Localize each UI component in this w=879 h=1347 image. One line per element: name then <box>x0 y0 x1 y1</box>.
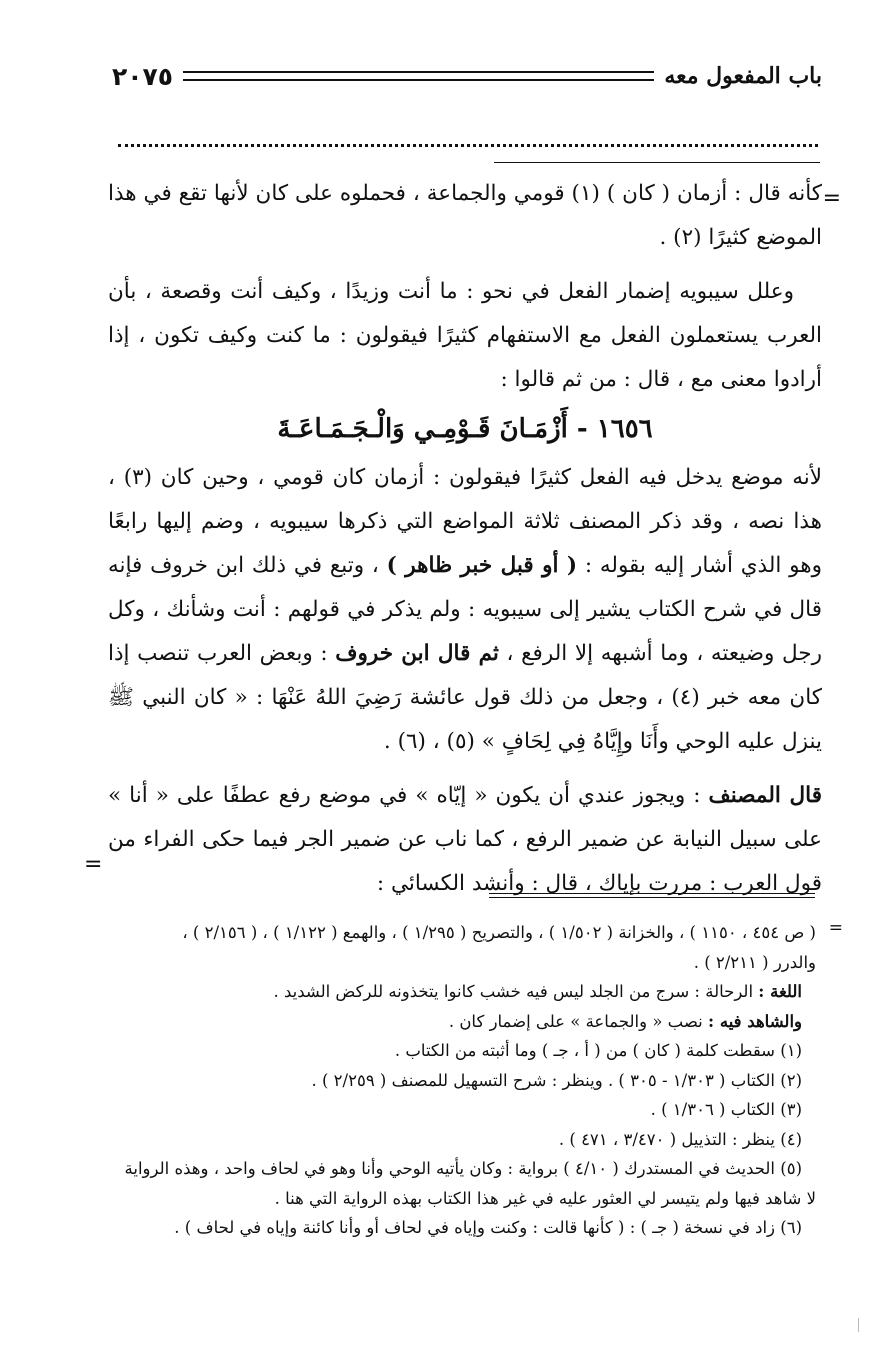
continuation-rule <box>494 162 820 163</box>
paragraph-3 <box>108 456 822 764</box>
footnote-continuation-1: ( ص ٤٥٤ ، ١١٥٠ ) ، والخزانة ( ١/٥٠٢ ) ، والتصريح ( ١/٢٩٥ ) ، والهمع ( ١/١٢٢ ) ، ( ٢/١٥٦ ) ، <box>182 923 816 942</box>
footnote-shahid <box>102 1007 816 1037</box>
shahid-label: والشاهد فيه : <box>708 1011 802 1031</box>
paragraph-1: كأنه قال : أزمان ( كان ) (١) قومي والجماعة ، فحملوه على كان لأنها تقع في هذا الموضع كثيرًا (٢) . <box>108 181 823 250</box>
paragraph-4-text: : ويجوز عندي أن يكون « إيّاه » في موضع رفع عطفًا على « أنا » على سبيل النيابة عن ضمير الرفع ، كما ناب عن ضمير الجر فيما حكى الفراء من قول العرب : مررت بإياك ، قال : وأنشد الكسائي : <box>108 783 822 896</box>
dotted-separator <box>118 144 818 147</box>
footnote-1: (١) سقطت كلمة ( كان ) من ( أ ، جـ ) وما أثبته من الكتاب . <box>394 1041 802 1060</box>
author-says-bold: قال المصنف <box>708 783 822 808</box>
footnote-rule <box>489 893 815 898</box>
footnote-5b: لا شاهد فيها ولم يتيسر لي العثور عليه في غير هذا الكتاب بهذه الرواية التي هنا . <box>274 1188 816 1208</box>
continuation-mark-top: = <box>822 186 841 211</box>
verse-heading: ١٦٥٦ - أَزْمَـانَ قَـوْمِـي وَالْـجَـمَـاعَـةَ <box>277 414 653 444</box>
lugha-text: الرحالة : سرج من الجلد ليس فيه خشب كانوا يتخذونه للركض الشديد . <box>273 982 759 1001</box>
footnote-4: (٤) ينظر : التذييل ( ٣/٤٧٠ ، ٤٧١ ) . <box>558 1129 802 1149</box>
header-rule <box>183 71 654 81</box>
footnote-6: (٦) زاد في نسخة ( جـ ) : ( كأنها قالت : وكنت وإياه في لحاف أو وأنا كائنة وإياه في لحاف ) . <box>174 1218 802 1237</box>
footnote-2: (٢) الكتاب ( ١/٣٠٣ - ٣٠٥ ) . وينظر : شرح التسهيل للمصنف ( ٢/٢٥٩ ) . <box>311 1070 802 1090</box>
footnote-5a: (٥) الحديث في المستدرك ( ٤/١٠ ) برواية : وكان يأتيه الوحي وأنا وهو في لحاف واحد ، وهذه الرواية <box>124 1159 802 1178</box>
ibn-kharuf-bold: ثم قال ابن خروف <box>335 641 499 666</box>
shahid-text: نصب « والجماعة » على إضمار كان . <box>448 1011 709 1031</box>
paragraph-3-part-c: ، وتبع في ذلك ابن خروف فإنه قال في شرح الكتاب يشير إلى سيبويه : ولم يذكر في قولهم : أنت وشأنك ، وكل رجل وضيعته ، وما أشبهه إلا الرفع ، <box>108 553 822 666</box>
quoted-text-bold: ( أو قبل خبر ظاهر ) <box>386 553 578 578</box>
paragraph-4 <box>108 774 822 906</box>
footnote-lugha <box>102 977 816 1007</box>
footnote-continuation-2: والدرر ( ٢/٢١١ ) . <box>693 952 816 972</box>
running-header <box>112 56 822 96</box>
chapter-title: باب المفعول معه <box>664 63 822 89</box>
footnote-3: (٣) الكتاب ( ١/٣٠٦ ) . <box>650 1100 802 1119</box>
scan-artifact <box>858 1318 859 1332</box>
paragraph-3-part-a: لأنه موضع يدخل فيه الفعل كثيرًا فيقولون : أزمان كان قومي ، وحين كان (٣) ، هذا نصه ، وقد ذكر المصنف ثلاثة المواضع التي ذكرها سيبويه ، وضم إليها رابعًا وهو الذي أشار إليه بقوله : <box>108 465 822 578</box>
main-text <box>108 172 822 906</box>
footnote-continuation-mark: = <box>828 918 843 938</box>
page-number: ٢٠٧٥ <box>112 61 174 91</box>
lugha-label: اللغة : <box>758 982 802 1001</box>
footnotes <box>102 918 816 1243</box>
continuation-mark-bottom: = <box>84 852 103 877</box>
paragraph-3-part-e: : وبعض العرب تنصب إذا كان معه خبر (٤) ، وجعل من ذلك قول عائشة رَضِيَ اللهُ عَنْهَا : « كان النبي ﷺ ينزل عليه الوحي وأَنَا وإِيَّاهُ فِي لِحَافٍ » (٥) ، (٦) . <box>108 641 822 754</box>
paragraph-2: وعلل سيبويه إضمار الفعل في نحو : ما أنت وزيدًا ، وكيف أنت وقصعة ، بأن العرب يستعملون الفعل مع الاستفهام كثيرًا فيقولون : ما كنت وكيف تكون ، إذا أرادوا معنى مع ، قال : من ثم قالوا : <box>108 279 822 392</box>
